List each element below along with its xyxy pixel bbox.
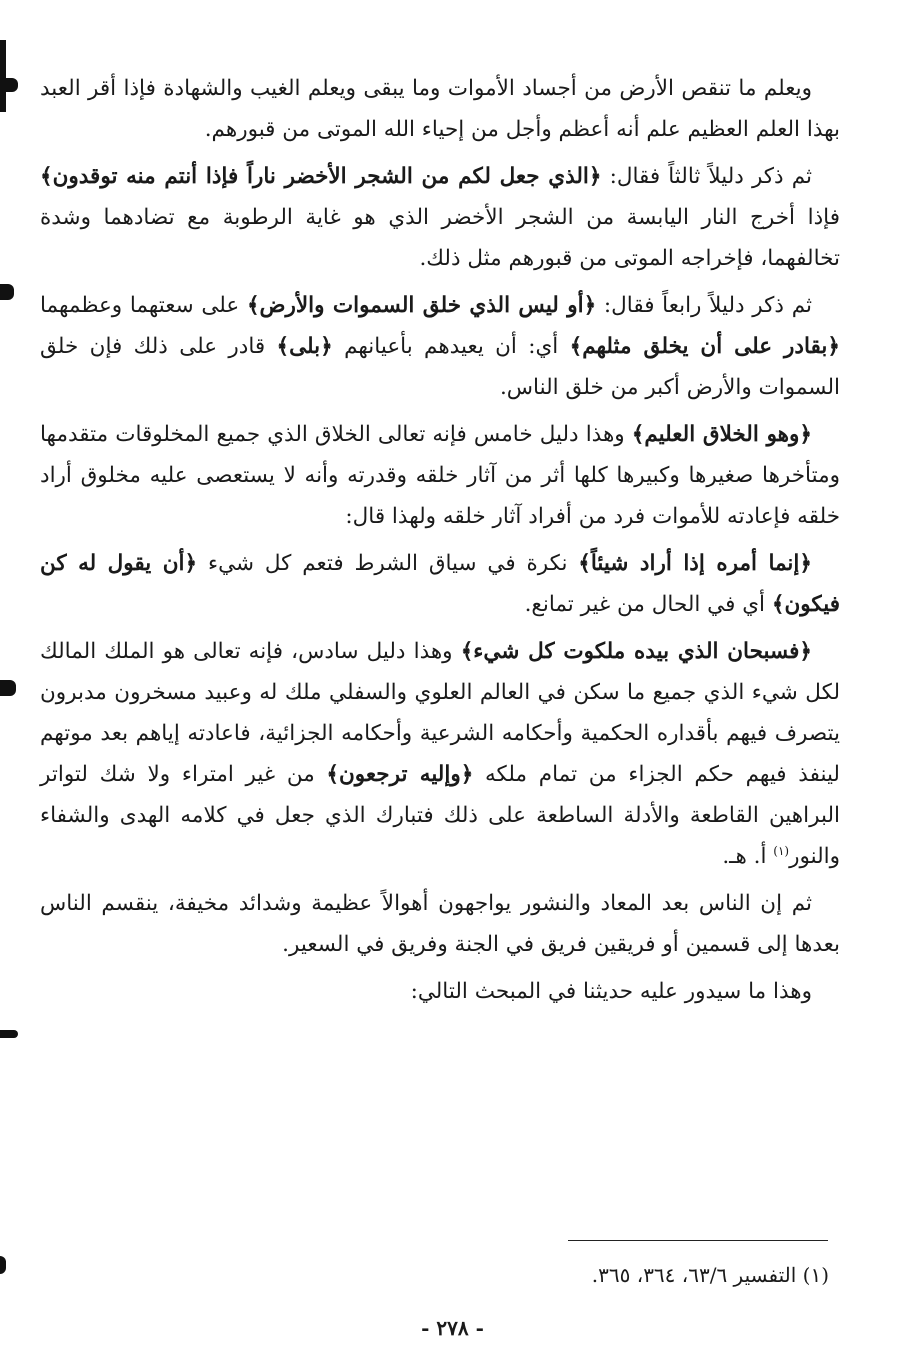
paragraph: [40, 156, 840, 279]
footnote-ref: (١): [773, 843, 790, 858]
text-run: فإذا أخرج النار اليابسة من الشجر الأخضر الذي هو غاية الرطوبة مع تضادهما وشدة تخالفهما، فإخراجه الموتى من قبورهم مثل ذلك.: [40, 205, 840, 271]
text-run: وهذا دليل سادس، فإنه تعالى هو الملك المالك لكل شيء الذي جميع ما سكن في العالم العلوي والسفلي ملك له وعبيد مسخرون مدبرون يتصرف فيهم بأقداره الحكمية وأحكامه الشرعية وأحكامه الجزائية، فاعادته إياهم بعد موتهم لينفذ فيهم حكم الجزاء من تمام ملكه: [40, 639, 840, 787]
paragraph: [40, 543, 840, 625]
text-run: نكرة في سياق الشرط فتعم كل شيء: [197, 551, 579, 576]
quran-quote: ﴿بلى﴾: [276, 334, 333, 359]
paragraph: [40, 971, 840, 1012]
scan-edge-mark: [0, 284, 14, 300]
footnote-separator: [568, 1240, 828, 1241]
quran-quote: ﴿وهو الخلاق العليم﴾: [631, 422, 812, 447]
scan-edge-mark: [0, 1030, 18, 1038]
paragraph: [40, 414, 840, 537]
text-run: وهذا دليل خامس فإنه تعالى الخلاق الذي جميع المخلوقات متقدمها ومتأخرها صغيرها وكبيرها كلها أثر من آثار خلقه وقدرته وأنه لا يستعصى عليه مخلوق أراد خلقه فإعادته للأموات فرد من أفراد آثار خلقه ولهذا قال:: [40, 422, 840, 529]
paragraph: [40, 285, 840, 408]
scan-edge-bar: [0, 40, 6, 112]
paragraph: [40, 883, 840, 965]
text-run: على سعتهما وعظمهما: [40, 293, 247, 318]
quran-quote: ﴿الذي جعل لكم من الشجر الأخضر ناراً فإذا أنتم منه توقدون﴾: [40, 164, 602, 189]
text-run: أ. هـ.: [722, 844, 774, 869]
text-run: ثم ذكر دليلاً رابعاً فقال:: [596, 293, 812, 318]
body-text: [40, 68, 840, 1012]
text-run: أي في الحال من غير تمانع.: [524, 592, 772, 617]
quran-quote: ﴿بقادر على أن يخلق مثلهم﴾: [569, 334, 840, 359]
quran-quote: ﴿أو ليس الذي خلق السموات والأرض﴾: [246, 293, 597, 318]
text-run: قادر على ذلك فإن خلق السموات والأرض أكبر من خلق الناس.: [40, 334, 840, 400]
scan-edge-mark: [0, 78, 18, 92]
paragraph: [40, 631, 840, 877]
quran-quote: ﴿إنما أمره إذا أراد شيئاً﴾: [578, 551, 812, 576]
text-run: أي: أن يعيدهم بأعيانهم: [332, 334, 570, 359]
text-run: وهذا ما سيدور عليه حديثنا في المبحث التالي:: [410, 979, 812, 1004]
footnote: (١) التفسير ٦٣/٦، ٣٦٤، ٣٦٥.: [591, 1263, 829, 1287]
paragraph: [40, 68, 840, 150]
text-run: ثم إن الناس بعد المعاد والنشور يواجهون أهوالاً عظيمة وشدائد مخيفة، ينقسم الناس بعدها إلى قسمين أو فريقين فريق في الجنة وفريق في السعير.: [40, 891, 840, 957]
scan-edge-mark: [0, 1256, 6, 1274]
quran-quote: ﴿وإليه ترجعون﴾: [326, 762, 474, 787]
scan-edge-mark: [0, 680, 16, 696]
text-run: ويعلم ما تنقص الأرض من أجساد الأموات وما يبقى ويعلم الغيب والشهادة فإذا أقر العبد بهذا العلم العظيم علم أنه أعظم وأجل من إحياء الله الموتى من قبورهم.: [40, 76, 840, 142]
quran-quote: ﴿فسبحان الذي بيده ملكوت كل شيء﴾: [460, 639, 812, 664]
page-number: - ٢٧٨ -: [421, 1316, 484, 1340]
quran-quote: ﴿أن يقول له كن فيكون﴾: [40, 551, 840, 617]
text-run: من غير امتراء ولا شك لتواتر البراهين القاطعة والأدلة الساطعة على ذلك فتبارك الذي جعل في كلامه الهدى والشفاء والنور: [40, 762, 840, 869]
text-run: ثم ذكر دليلاً ثالثاً فقال:: [601, 164, 812, 189]
